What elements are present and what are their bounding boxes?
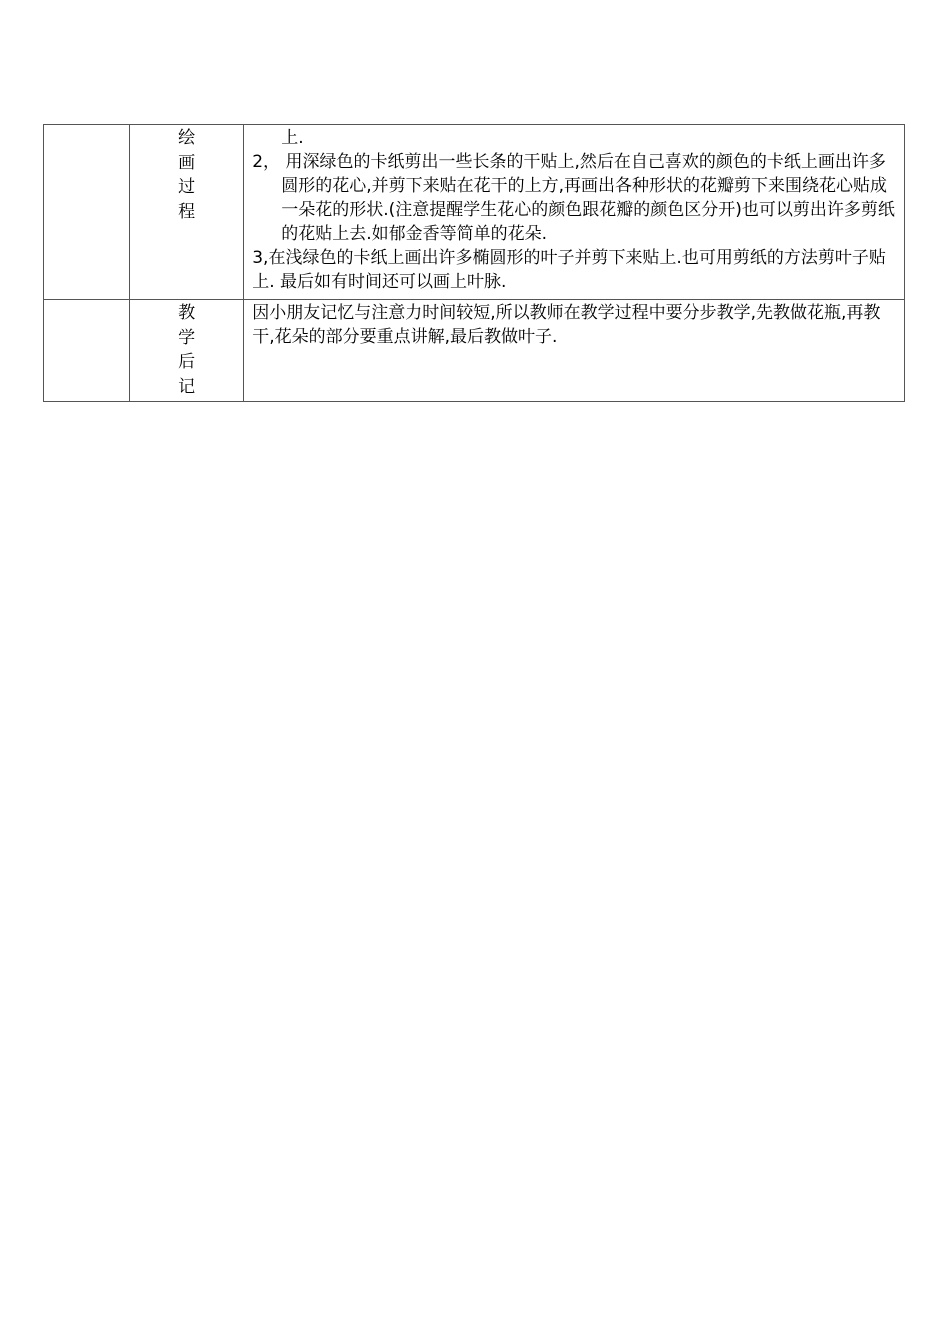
empty-cell	[44, 300, 130, 402]
row-label-teaching-notes	[130, 300, 244, 402]
teaching-notes-content	[244, 300, 905, 402]
drawing-process-content	[244, 125, 905, 300]
label-char: 程	[178, 201, 196, 222]
process-step-continuation: 上.	[281, 128, 304, 148]
label-char: 学	[178, 327, 196, 348]
process-step-2: 2， 用深绿色的卡纸剪出一些长条的干贴上,然后在自己喜欢的颜色的卡纸上画出许多圆形的花心,并剪下来贴在花干的上方,再画出各种形状的花瓣剪下来围绕花心贴成一朵花的形状.(注意提醒学生花心的颜色跟花瓣的颜色区分开)也可以剪出许多剪纸的花贴上去.如郁金香等简单的花朵.	[252, 152, 895, 244]
table-row-teaching-notes	[44, 300, 905, 402]
label-char: 教	[178, 303, 196, 323]
label-char: 记	[178, 376, 196, 397]
label-char: 过	[178, 177, 196, 197]
process-step-3: 3,在浅绿色的卡纸上画出许多椭圆形的叶子并剪下来贴上.也可用剪纸的方法剪叶子贴上. 最后如有时间还可以画上叶脉.	[252, 248, 886, 292]
lesson-plan-table	[43, 124, 905, 402]
label-char: 后	[178, 352, 196, 372]
label-char: 绘	[178, 128, 196, 148]
label-char: 画	[178, 152, 196, 173]
teaching-notes-text: 因小朋友记忆与注意力时间较短,所以教师在教学过程中要分步教学,先教做花瓶,再教干,花朵的部分要重点讲解,最后教做叶子.	[252, 303, 881, 347]
empty-cell	[44, 125, 130, 300]
table-row-drawing-process	[44, 125, 905, 300]
row-label-drawing-process	[130, 125, 244, 300]
